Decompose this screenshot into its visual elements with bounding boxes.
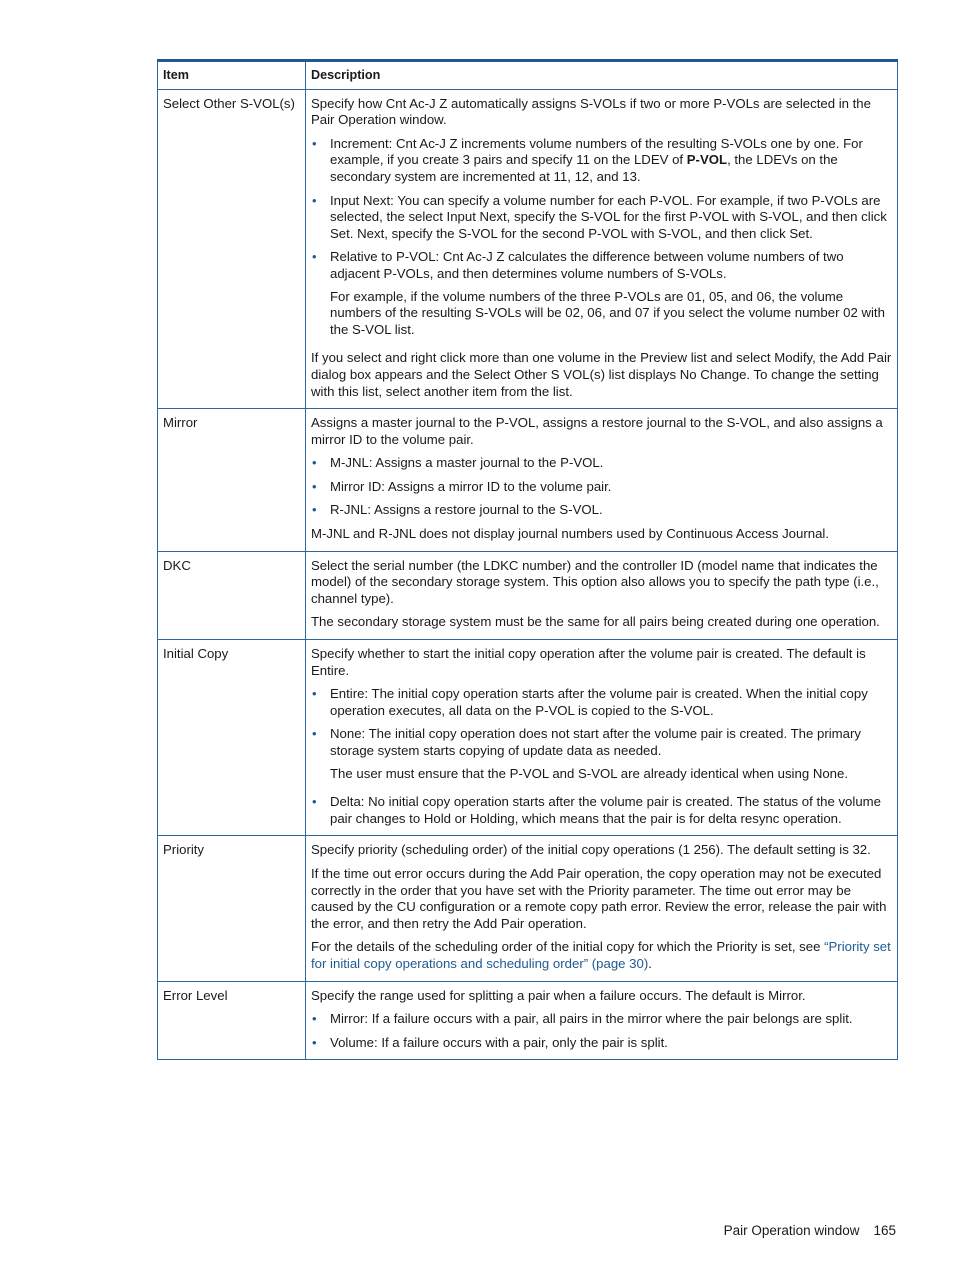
bullet-text: Input Next: You can specify a volume number for each P-VOL. For example, if two P-VOLs are selected, the select Input Next, specify the S-VOL for the first P-VOL with S-VOL, and then click Set. Next, specify the S-VOL for the second P-VOL with S-VOL, and then click Set. <box>330 192 887 241</box>
bullet-icon: • <box>312 502 317 518</box>
bullet-icon: • <box>312 726 317 742</box>
list-item <box>311 479 892 496</box>
row-item-label: Mirror <box>158 409 306 552</box>
description-paragraph <box>311 939 892 972</box>
list-item <box>311 1011 892 1028</box>
list-item <box>311 1035 892 1052</box>
row-item-label: Initial Copy <box>158 640 306 836</box>
description-paragraph: If you select and right click more than one volume in the Preview list and select Modify, the Add Pair dialog box appears and the Select Other S VOL(s) list displays No Change. To change the setting with this list, select another item from the list. <box>311 350 892 399</box>
header-item: Item <box>158 61 306 90</box>
list-item <box>311 249 892 338</box>
bullet-text-pre: Increment: Cnt Ac-J Z increments volume numbers of the resulting S-VOLs one by one. For example, if you create 3 pairs and specify 11 on the LDEV of <box>330 135 863 168</box>
row-description <box>306 640 898 836</box>
bullet-icon: • <box>312 249 317 265</box>
row-description <box>306 89 898 409</box>
description-paragraph: Assigns a master journal to the P-VOL, assigns a restore journal to the S-VOL, and also assigns a mirror ID to the volume pair. <box>311 415 883 447</box>
list-item <box>311 726 892 782</box>
description-paragraph: Specify how Cnt Ac-J Z automatically assigns S-VOLs if two or more P-VOLs are selected in the Pair Operation window. <box>311 95 871 128</box>
row-item-label: Priority <box>158 836 306 981</box>
bullet-subparagraph: For example, if the volume numbers of the three P-VOLs are 01, 05, and 06, the volume numbers of the resulting S-VOLs will be 02, 06, and 07 if you select the volume number 02 with the S-VOL list. <box>330 288 885 337</box>
row-description <box>306 836 898 981</box>
bullet-list <box>311 1011 892 1051</box>
bullet-icon: • <box>312 455 317 471</box>
bullet-text: None: The initial copy operation does not start after the volume pair is created. The primary storage system starts copying of update data as needed. <box>330 726 861 758</box>
table-header-row <box>158 61 898 90</box>
bullet-text-post: , the LDEVs on the secondary system are incremented at 11, 12, and 13. <box>330 152 838 184</box>
list-item <box>311 136 892 186</box>
description-paragraph: Select the serial number (the LDKC number) and the controller ID (model name that indicates the model) of the secondary storage system. This option also allows you to specify the path type (i.e., channel type). <box>311 557 879 606</box>
bullet-text: Entire: The initial copy operation starts after the volume pair is created. When the initial copy operation executes, all data on the P-VOL is copied to the S-VOL. <box>330 686 868 718</box>
bullet-icon: • <box>312 192 317 208</box>
list-item <box>311 686 892 719</box>
parameter-table-container <box>157 59 897 1060</box>
parameter-table <box>157 59 898 1060</box>
bullet-text: Volume: If a failure occurs with a pair, only the pair is split. <box>330 1034 668 1050</box>
bullet-icon: • <box>312 1011 317 1027</box>
bullet-subparagraph: The user must ensure that the P-VOL and S-VOL are already identical when using None. <box>330 765 849 781</box>
table-row <box>158 836 898 981</box>
table-row <box>158 640 898 836</box>
bullet-text: Mirror: If a failure occurs with a pair, all pairs in the mirror where the pair belongs are split. <box>330 1011 853 1027</box>
list-item <box>311 794 892 827</box>
row-item-label: DKC <box>158 551 306 639</box>
bullet-text: M-JNL: Assigns a master journal to the P-VOL. <box>330 455 604 471</box>
bullet-list <box>311 455 892 519</box>
row-description <box>306 551 898 639</box>
description-paragraph: Specify the range used for splitting a pair when a failure occurs. The default is Mirror. <box>311 987 806 1003</box>
table-row <box>158 981 898 1060</box>
page-footer <box>724 1223 896 1238</box>
bullet-icon: • <box>312 686 317 702</box>
list-item <box>311 193 892 243</box>
header-description: Description <box>306 61 898 90</box>
bullet-text: Relative to P-VOL: Cnt Ac-J Z calculates the difference between volume numbers of two adjacent P-VOLs, and then determines volume numbers of S-VOLs. <box>330 249 844 281</box>
footer-section-title: Pair Operation window <box>723 1223 860 1238</box>
list-item <box>311 502 892 519</box>
bullet-icon: • <box>312 478 317 494</box>
description-paragraph: Specify priority (scheduling order) of the initial copy operations (1 256). The default setting is 32. <box>311 842 871 858</box>
bullet-text: Delta: No initial copy operation starts after the volume pair is created. The status of the volume pair changes to Hold or Holding, which means that the pair is for delta resync operation. <box>330 794 881 826</box>
description-paragraph: Specify whether to start the initial copy operation after the volume pair is created. The default is Entire. <box>311 646 866 678</box>
bullet-icon: • <box>312 1034 317 1050</box>
table-row <box>158 409 898 552</box>
list-item <box>311 455 892 472</box>
row-item-label: Select Other S-VOL(s) <box>158 89 306 409</box>
bullet-list <box>311 686 892 827</box>
reference-text: For the details of the scheduling order of the initial copy for which the Priority is set, see <box>311 939 825 955</box>
row-description <box>306 981 898 1060</box>
table-row <box>158 551 898 639</box>
bullet-text-bold: P-VOL <box>686 152 728 168</box>
table-row <box>158 89 898 409</box>
page-number: 165 <box>873 1223 896 1238</box>
description-paragraph: If the time out error occurs during the Add Pair operation, the copy operation may not be executed correctly in the order that you have set with the Priority parameter. The time out error may be caused by the CU configuration or a remote copy path error. Review the error, release the pair with the error, and then retry the Add Pair operation. <box>311 865 887 931</box>
bullet-text: Mirror ID: Assigns a mirror ID to the volume pair. <box>330 478 612 494</box>
bullet-icon: • <box>312 135 317 151</box>
row-description <box>306 409 898 552</box>
bullet-list <box>311 136 892 339</box>
description-paragraph: M-JNL and R-JNL does not display journal numbers used by Continuous Access Journal. <box>311 526 829 542</box>
reference-text-end: . <box>648 955 652 971</box>
row-item-label: Error Level <box>158 981 306 1060</box>
bullet-text: R-JNL: Assigns a restore journal to the S-VOL. <box>330 502 603 518</box>
description-paragraph: The secondary storage system must be the same for all pairs being created during one operation. <box>311 614 880 630</box>
bullet-icon: • <box>312 794 317 810</box>
cross-reference-link[interactable]: “Priority set for initial copy operations and scheduling order” (page 30) <box>311 939 891 971</box>
